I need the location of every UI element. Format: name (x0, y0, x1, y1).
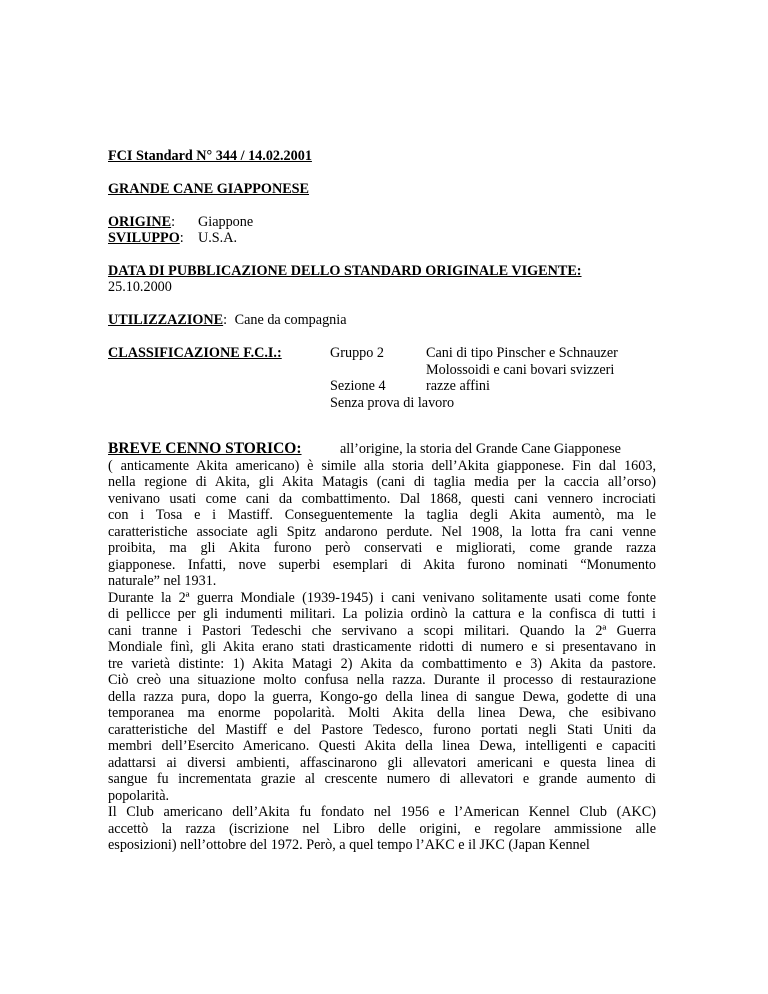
use-label: UTILIZZAZIONE (108, 312, 224, 328)
history-line: cani tranne i Pastori Tedeschi che servivano a scopi militari. Quando la 2ª Guerra (108, 622, 656, 639)
history-line: adattarsi ai diversi ambienti, affascinarono gli allevatori americani e questa linea di (108, 754, 656, 771)
work-trial: Senza prova di lavoro (330, 394, 455, 411)
history-line: sangue fu incrementata grazie al crescente numero di allevatori e grande aumento di (108, 771, 656, 787)
history-line: della razza pura, dopo la guerra, Kongo-go della linea di sangue Dewa, godette di una (108, 688, 656, 705)
standard-number: FCI Standard N° 344 / 14.02.2001 (108, 148, 312, 164)
history-line: ( anticamente Akita americano) è simile alla storia dell’Akita giapponese. Fin dal 1603, (108, 457, 656, 474)
history-line: esposizioni) nell’ottobre del 1972. Però, a quel tempo l’AKC e il JKC (Japan Kennel (108, 837, 590, 853)
history-line: caratteristiche associate agli Spitz andarono perdute. Nel 1908, la lotta fra cani venne (108, 523, 656, 540)
history-line: membri dell’Esercito Americano. Questi Akita della linea Dewa, intelligenti e capaciti (108, 738, 656, 754)
history-line: popolarità. (108, 787, 170, 804)
history-line: Il Club americano dell’Akita fu fondato nel 1956 e l’American Kennel Club (AKC) (108, 804, 656, 820)
history-line: tre varietà distinte: 1) Akita Matagi 2) Akita da combattimento e 3) Akita da pastore. (108, 655, 656, 672)
development-value: U.S.A. (198, 230, 238, 246)
history-line: di pellicce per gli indumenti militari. La polizia ordinò la cattura e la confisca di tutti i (108, 606, 656, 622)
history-line: venivano usati come cani da combattimento. Dal 1868, questi cani vennero incrociati (108, 490, 656, 507)
origin-value: Giappone (198, 214, 254, 230)
group-description: Cani di tipo Pinscher e Schnauzer (426, 345, 618, 361)
use-value: Cane da compagnia (234, 312, 347, 328)
history-line: Durante la 2ª guerra Mondiale (1939-1945) i cani venivano solitamente usati come fonte (108, 589, 656, 606)
origin-row (108, 214, 254, 231)
publication-date: 25.10.2000 (108, 279, 172, 295)
history-paragraph (108, 441, 656, 854)
history-line: proibita, ma gli Akita furono però conservati e migliorati, come grande razza (108, 540, 656, 556)
history-line: Mondiale finì, gli Akita erano stati drasticamente ridotti di numero e si presentavano in (108, 639, 656, 655)
development-row (108, 230, 238, 247)
use-colon: : (223, 312, 228, 328)
history-line: giapponese. Infatti, nove superbi esemplari di Akita furono nominati “Monumento (108, 556, 656, 573)
history-lines (108, 458, 656, 854)
history-line: caratteristiche del Mastiff e del Pastore Tedesco, furono portati negli Stati Uniti da (108, 721, 656, 738)
section-description: razze affini (426, 378, 490, 394)
origin-colon: : (171, 214, 176, 230)
classification-block (108, 345, 656, 411)
history-line: Ciò creò una situazione molto confusa nella razza. Durante il processo di restaurazione (108, 672, 656, 688)
use-row (108, 312, 347, 329)
group-label: Gruppo 2 (330, 345, 384, 361)
history-line: temporanea ma enorme popolarità. Molti Akita della linea Dewa, che esibivano (108, 705, 656, 721)
history-line: naturale” nel 1931. (108, 573, 217, 589)
history-line: con i Tosa e i Mastiff. Conseguentemente la taglia degli Akita aumentò, ma le (108, 507, 656, 523)
publication-label: DATA DI PUBBLICAZIONE DELLO STANDARD ORIGINALE VIGENTE: (108, 263, 582, 279)
history-line: accettò la razza (iscrizione nel Libro delle origini, e regolare ammissione alle (108, 820, 656, 837)
history-first-line (108, 441, 656, 458)
development-colon: : (179, 230, 184, 246)
history-intro: all’origine, la storia del Grande Cane Giapponese (340, 441, 621, 457)
history-label: BREVE CENNO STORICO: (108, 440, 302, 457)
breed-title: GRANDE CANE GIAPPONESE (108, 181, 310, 197)
origin-label: ORIGINE (108, 214, 172, 230)
classification-label: CLASSIFICAZIONE F.C.I.: (108, 345, 282, 361)
section-label: Sezione 4 (330, 378, 386, 394)
group-description-2: Molossoidi e cani bovari svizzeri (426, 361, 615, 378)
development-label: SVILUPPO (108, 230, 180, 246)
history-line: nella regione di Akita, gli Akita Matagis (cani di taglia media per la caccia all’orso) (108, 474, 656, 490)
